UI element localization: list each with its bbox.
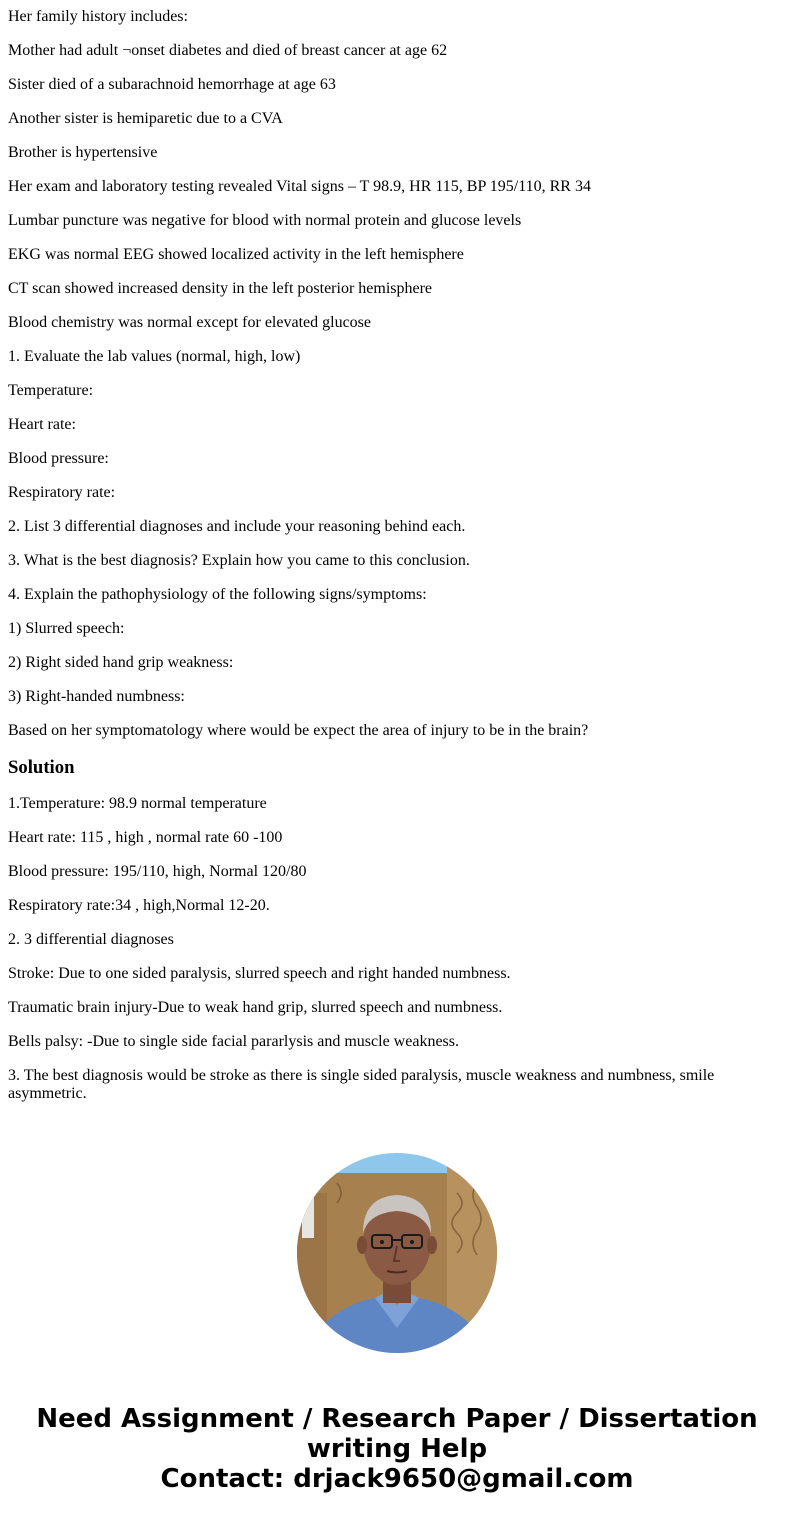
footer-contact-email: Contact: drjack9650@gmail.com (160, 1464, 634, 1494)
solution-line: 3. The best diagnosis would be stroke as there is single sided paralysis, muscle weakness and numbness, smile asymmetric. (8, 1067, 715, 1102)
solution-line: Blood pressure: 195/110, high, Normal 120/80 (8, 863, 307, 880)
text-line: Heart rate: (8, 416, 76, 433)
person-portrait-icon (297, 1153, 497, 1353)
solution-line: 2. 3 differential diagnoses (8, 931, 174, 948)
text-line: Based on her symptomatology where would be expect the area of injury to be in the brain? (8, 722, 589, 739)
solution-line: Traumatic brain injury-Due to weak hand grip, slurred speech and numbness. (8, 999, 503, 1016)
text-line: EKG was normal EEG showed localized activity in the left hemisphere (8, 246, 464, 263)
solution-line: Bells palsy: -Due to single side facial pararlysis and muscle weakness. (8, 1033, 459, 1050)
text-line: 1) Slurred speech: (8, 620, 125, 637)
text-line: Blood pressure: (8, 450, 109, 467)
text-line: Temperature: (8, 382, 94, 399)
question-2: 2. List 3 differential diagnoses and include your reasoning behind each. (8, 518, 466, 535)
text-line: Lumbar puncture was negative for blood with normal protein and glucose levels (8, 212, 522, 229)
avatar (297, 1153, 497, 1353)
text-line: Mother had adult ¬onset diabetes and died of breast cancer at age 62 (8, 42, 448, 59)
solution-line: Heart rate: 115 , high , normal rate 60 -100 (8, 829, 283, 846)
text-line: Her exam and laboratory testing revealed Vital signs – T 98.9, HR 115, BP 195/110, RR 34 (8, 178, 591, 195)
text-line: Brother is hypertensive (8, 144, 158, 161)
solution-heading: Solution (8, 757, 75, 778)
text-line: Sister died of a subarachnoid hemorrhage at age 63 (8, 76, 336, 93)
footer-line: Need Assignment / Research Paper / Dissertation (36, 1404, 758, 1434)
text-line: Her family history includes: (8, 8, 188, 25)
text-line: CT scan showed increased density in the left posterior hemisphere (8, 280, 433, 297)
solution-line: 1.Temperature: 98.9 normal temperature (8, 795, 267, 812)
footer-line: writing Help (306, 1434, 488, 1464)
document-body (8, 0, 778, 1103)
text-line: 2) Right sided hand grip weakness: (8, 654, 234, 671)
contact-footer (0, 1404, 794, 1494)
question-4: 4. Explain the pathophysiology of the following signs/symptoms: (8, 586, 427, 603)
text-line: Another sister is hemiparetic due to a CVA (8, 110, 283, 127)
question-1: 1. Evaluate the lab values (normal, high, low) (8, 348, 301, 365)
text-line: Respiratory rate: (8, 484, 116, 501)
text-line: 3) Right-handed numbness: (8, 688, 185, 705)
question-3: 3. What is the best diagnosis? Explain how you came to this conclusion. (8, 552, 470, 569)
solution-line: Respiratory rate:34 , high,Normal 12-20. (8, 897, 270, 914)
text-line: Blood chemistry was normal except for elevated glucose (8, 314, 371, 331)
solution-line: Stroke: Due to one sided paralysis, slurred speech and right handed numbness. (8, 965, 511, 982)
